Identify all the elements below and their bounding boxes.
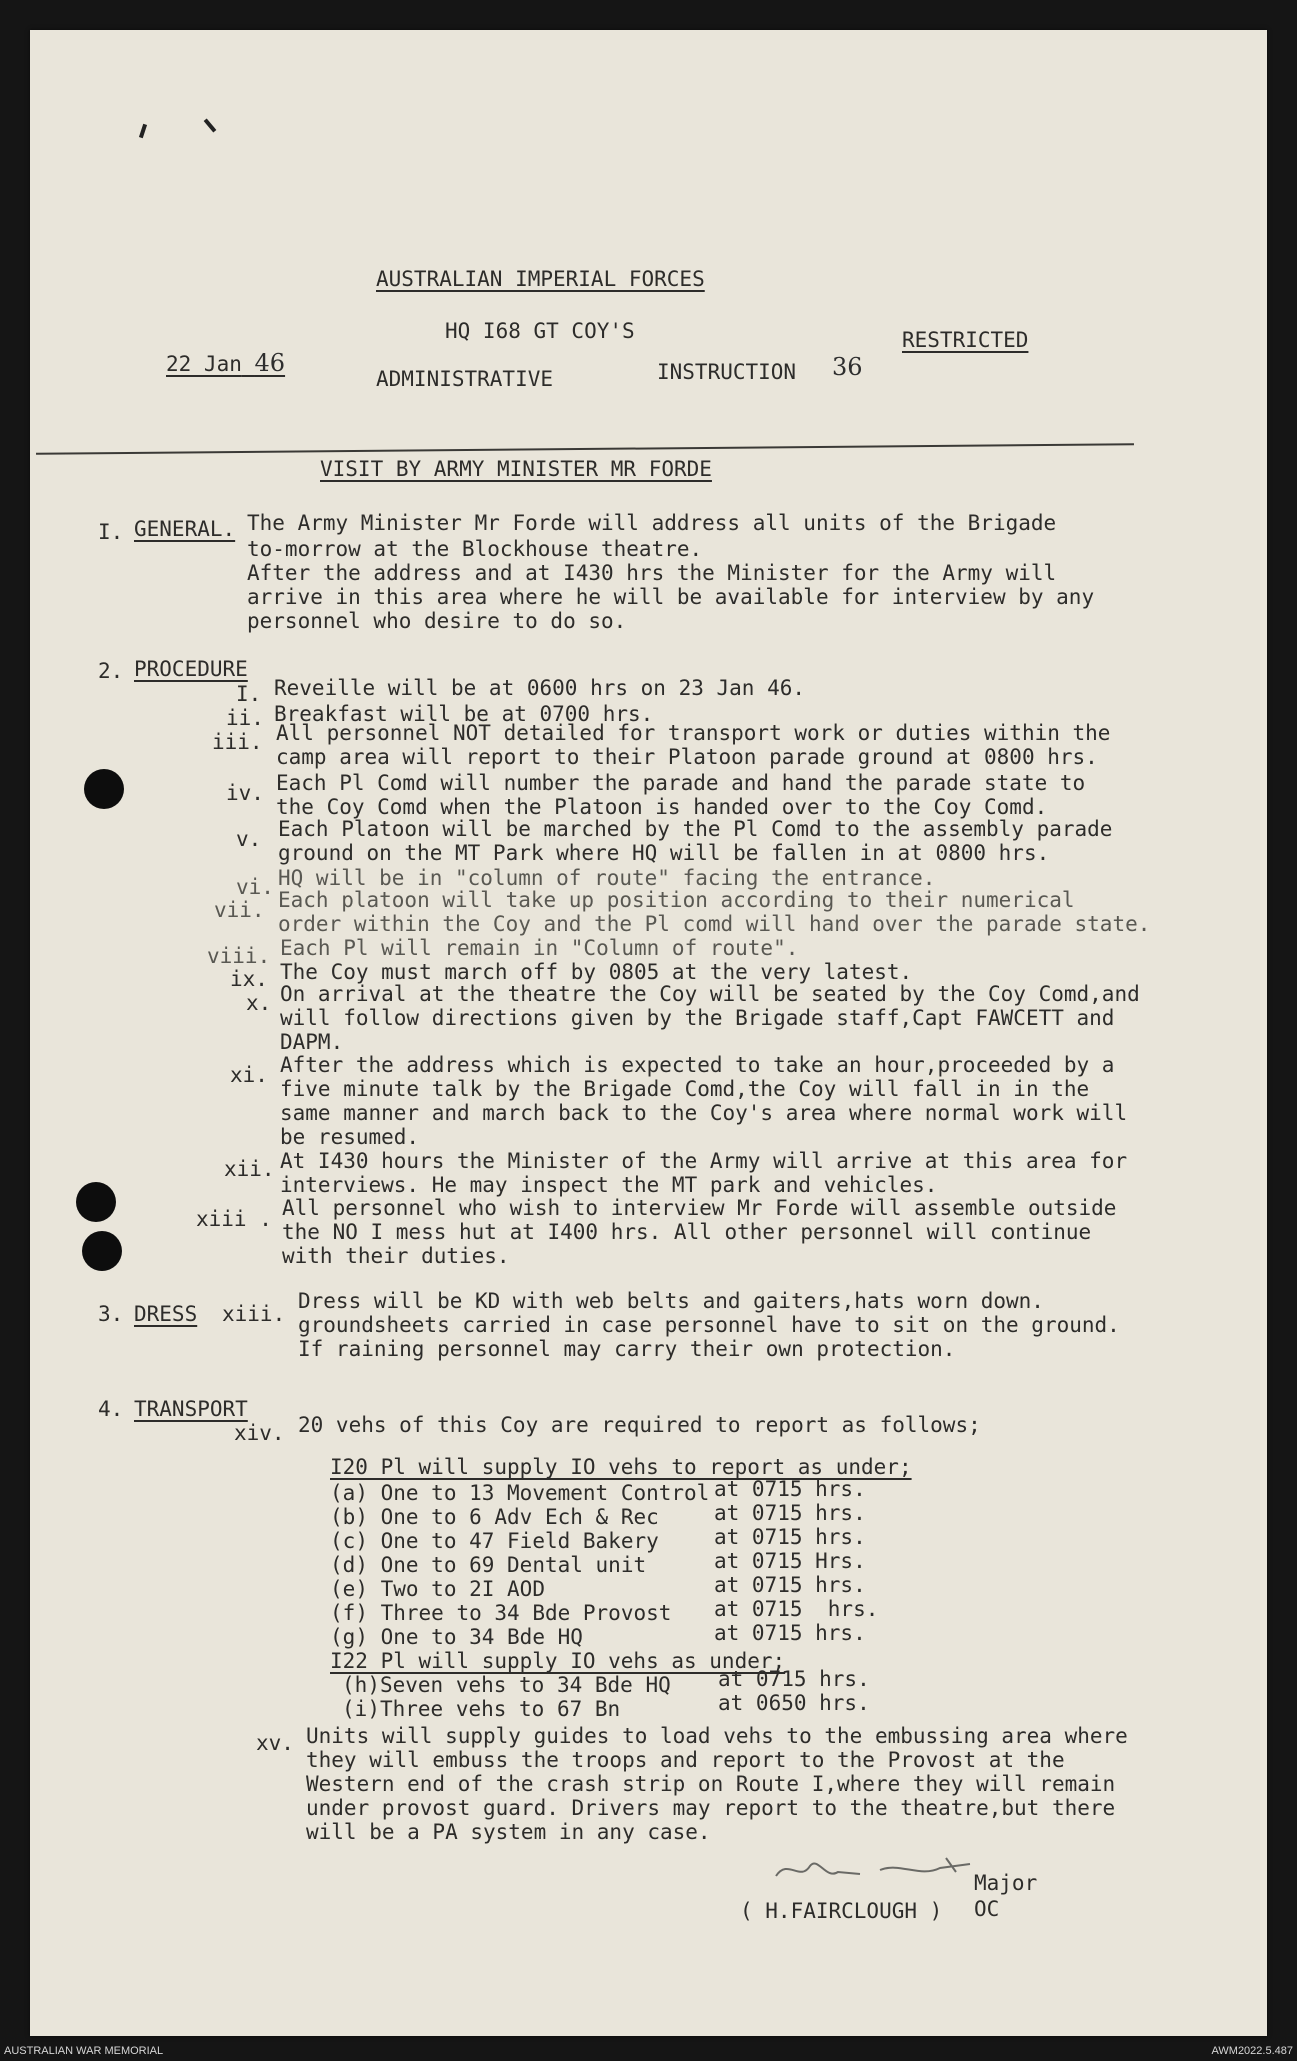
dress-line: Dress will be KD with web belts and gaiters,hats worn down. — [298, 1289, 1044, 1313]
vehicle-row-letter: a — [342, 1481, 356, 1505]
punch-hole-bottom — [82, 1231, 122, 1271]
general-heading: GENERAL. — [134, 517, 236, 541]
procedure-item-num: x. — [246, 991, 272, 1015]
date-text: 22 Jan — [166, 352, 242, 376]
vehicle-row: (c) One to 47 Field Bakery — [330, 1529, 659, 1553]
vehicle-row: (f) Three to 34 Bde Provost — [330, 1601, 672, 1625]
general-line: The Army Minister Mr Forde will address all units of the Brigade — [247, 511, 1057, 535]
procedure-item-num: viii. — [207, 944, 271, 968]
group-two-heading: I22 Pl will supply IO vehs as under; — [330, 1649, 786, 1673]
procedure-item-line: Each Pl Comd will number the parade and hand the parade state to — [276, 771, 1086, 795]
vehicle-row-letter: e — [342, 1577, 356, 1601]
procedure-item-num: xi. — [230, 1063, 268, 1087]
procedure-item-line: the Coy Comd when the Platoon is handed over to the Coy Comd. — [276, 795, 1048, 819]
procedure-item-line: Breakfast will be at 0700 hrs. — [274, 702, 654, 726]
vehicle-row-destination: Two to 2I AOD — [380, 1577, 545, 1601]
procedure-item-num: ix. — [230, 967, 268, 991]
vehicle-row-time: at 0715 hrs. — [718, 1667, 870, 1691]
dress-item-num: xiii. — [222, 1302, 286, 1326]
footer-credit: AUSTRALIAN WAR MEMORIAL — [4, 2045, 164, 2057]
vehicle-row: (h)Seven vehs to 34 Bde HQ — [342, 1673, 671, 1697]
vehicle-row-time: at 0715 hrs. — [714, 1525, 866, 1549]
procedure-item-line: DAPM. — [280, 1030, 344, 1054]
vehicle-row-destination: One to 34 Bde HQ — [380, 1625, 583, 1649]
procedure-item-line: interviews. He may inspect the MT park and vehicles. — [280, 1173, 938, 1197]
procedure-item-num: ii. — [226, 706, 264, 730]
administrative-label: ADMINISTRATIVE — [376, 367, 554, 391]
transport-xv-num: xv. — [256, 1731, 294, 1755]
procedure-item-line: the NO I mess hut at I400 hrs. All other personnel will continue — [282, 1220, 1092, 1244]
signatory-name: ( H.FAIRCLOUGH ) — [740, 1899, 943, 1923]
dress-line: groundsheets carried in case personnel have to sit on the ground. — [298, 1313, 1120, 1337]
transport-xv-line: under provost guard. Drivers may report to the theatre,but there — [306, 1796, 1116, 1820]
procedure-item-num: xii. — [224, 1157, 275, 1181]
procedure-item-num: I. — [236, 682, 262, 706]
procedure-item-line: with their duties. — [282, 1244, 510, 1268]
document-date — [166, 349, 286, 377]
procedure-item-num: vi. — [236, 875, 274, 899]
vehicle-row-letter: d — [342, 1553, 356, 1577]
general-line: After the address and at I430 hrs the Minister for the Army will — [247, 561, 1057, 585]
general-number: I. — [98, 520, 124, 544]
transport-number: 4. — [98, 1397, 124, 1421]
procedure-item-line: HQ will be in "column of route" facing the entrance. — [278, 866, 936, 890]
vehicle-row: (e) Two to 2I AOD — [330, 1577, 545, 1601]
procedure-item-line: Each platoon will take up position according to their numerical — [278, 888, 1075, 912]
date-year: 46 — [254, 349, 286, 377]
procedure-item-line: At I430 hours the Minister of the Army will arrive at this area for — [280, 1149, 1128, 1173]
signatory-appointment: OC — [974, 1897, 1000, 1921]
procedure-item-line: Each Pl will remain in "Column of route". — [280, 936, 799, 960]
procedure-item-line: All personnel who wish to interview Mr Forde will assemble outside — [282, 1196, 1117, 1220]
procedure-item-num: iii. — [212, 730, 263, 754]
procedure-heading: PROCEDURE — [134, 657, 248, 681]
dress-heading: DRESS — [134, 1302, 198, 1326]
general-line: arrive in this area where he will be available for interview by any — [247, 585, 1095, 609]
general-line: to-morrow at the Blockhouse theatre. — [247, 537, 703, 561]
vehicle-row-letter: f — [342, 1601, 356, 1625]
procedure-item-line: Reveille will be at 0600 hrs on 23 Jan 46. — [274, 676, 806, 700]
procedure-item-num: v. — [236, 827, 262, 851]
vehicle-row: (a) One to 13 Movement Control — [330, 1481, 710, 1505]
procedure-item-line: ground on the MT Park where HQ will be fallen in at 0800 hrs. — [278, 841, 1050, 865]
handwritten-signature — [770, 1852, 990, 1892]
punch-hole-top — [84, 769, 124, 809]
vehicle-row-letter: c — [342, 1529, 356, 1553]
transport-xv-line: they will embuss the troops and report to the Provost at the — [306, 1748, 1065, 1772]
vehicle-row: (i)Three vehs to 67 Bn — [342, 1697, 621, 1721]
procedure-item-num: xiii . — [196, 1207, 272, 1231]
general-line: personnel who desire to do so. — [247, 609, 627, 633]
vehicle-row-destination: One to 13 Movement Control — [380, 1481, 710, 1505]
vehicle-row-time: at 0715 hrs. — [714, 1621, 866, 1645]
procedure-item-line: same manner and march back to the Coy's area where normal work will — [280, 1101, 1128, 1125]
vehicle-row-time: at 0715 hrs. — [714, 1597, 879, 1621]
dress-number: 3. — [98, 1302, 124, 1326]
procedure-item-line: camp area will report to their Platoon parade ground at 0800 hrs. — [276, 745, 1098, 769]
procedure-item-line: The Coy must march off by 0805 at the very latest. — [280, 960, 913, 984]
procedure-item-line: All personnel NOT detailed for transport work or duties within the — [276, 721, 1111, 745]
group-one-heading: I20 Pl will supply IO vehs to report as under; — [330, 1455, 912, 1479]
vehicle-row-destination: One to 69 Dental unit — [380, 1553, 647, 1577]
dress-line: If raining personnel may carry their own protection. — [298, 1337, 956, 1361]
footer-reference: AWM2022.5.487 — [1211, 2045, 1293, 2057]
vehicle-row-time: at 0715 hrs. — [714, 1573, 866, 1597]
transport-intro: 20 vehs of this Coy are required to report as follows; — [298, 1413, 981, 1437]
vehicle-row: (d) One to 69 Dental unit — [330, 1553, 647, 1577]
hq-heading: HQ I68 GT COY'S — [445, 319, 635, 343]
document-title: VISIT BY ARMY MINISTER MR FORDE — [320, 457, 712, 481]
vehicle-row-letter: h — [354, 1673, 368, 1697]
punch-hole-middle — [76, 1182, 116, 1222]
vehicle-row-destination: One to 47 Field Bakery — [380, 1529, 659, 1553]
procedure-item-line: order within the Coy and the Pl comd will hand over the parade state. — [278, 912, 1151, 936]
transport-heading: TRANSPORT — [134, 1397, 248, 1421]
procedure-item-line: Each Platoon will be marched by the Pl Comd to the assembly parade — [278, 817, 1113, 841]
procedure-item-line: On arrival at the theatre the Coy will be seated by the Coy Comd,and — [280, 982, 1140, 1006]
vehicle-row: (g) One to 34 Bde HQ — [330, 1625, 583, 1649]
vehicle-row-time: at 0715 hrs. — [714, 1477, 866, 1501]
vehicle-row-destination: One to 6 Adv Ech & Rec — [380, 1505, 659, 1529]
vehicle-row-letter: i — [354, 1697, 368, 1721]
procedure-item-line: will follow directions given by the Brigade staff,Capt FAWCETT and — [280, 1006, 1115, 1030]
forces-heading: AUSTRALIAN IMPERIAL FORCES — [376, 267, 705, 291]
procedure-item-line: be resumed. — [280, 1125, 420, 1149]
vehicle-row-destination: Seven vehs to 34 Bde HQ — [379, 1673, 671, 1697]
transport-xv-line: Units will supply guides to load vehs to the embussing area where — [306, 1724, 1128, 1748]
vehicle-row-letter: g — [342, 1625, 356, 1649]
procedure-item-line: five minute talk by the Brigade Comd,the Coy will fall in in the — [280, 1077, 1090, 1101]
signatory-rank: Major — [974, 1871, 1038, 1895]
procedure-item-num: vii. — [214, 898, 265, 922]
procedure-number: 2. — [98, 659, 124, 683]
vehicle-row-time: at 0715 hrs. — [714, 1501, 866, 1525]
vehicle-row-time: at 0650 hrs. — [718, 1691, 870, 1715]
vehicle-row: (b) One to 6 Adv Ech & Rec — [330, 1505, 659, 1529]
vehicle-row-time: at 0715 Hrs. — [714, 1549, 866, 1573]
restricted-label: RESTRICTED — [902, 328, 1029, 352]
vehicle-row-letter: b — [342, 1505, 356, 1529]
instruction-label: INSTRUCTION — [657, 360, 797, 384]
transport-item-num: xiv. — [234, 1421, 285, 1445]
instruction-number: 36 — [832, 353, 863, 381]
procedure-item-num: iv. — [226, 781, 264, 805]
vehicle-row-destination: Three vehs to 67 Bn — [379, 1697, 621, 1721]
transport-xv-line: will be a PA system in any case. — [306, 1820, 711, 1844]
transport-xv-line: Western end of the crash strip on Route I,where they will remain — [306, 1772, 1116, 1796]
procedure-item-line: After the address which is expected to take an hour,proceeded by a — [280, 1053, 1115, 1077]
vehicle-row-destination: Three to 34 Bde Provost — [380, 1601, 672, 1625]
